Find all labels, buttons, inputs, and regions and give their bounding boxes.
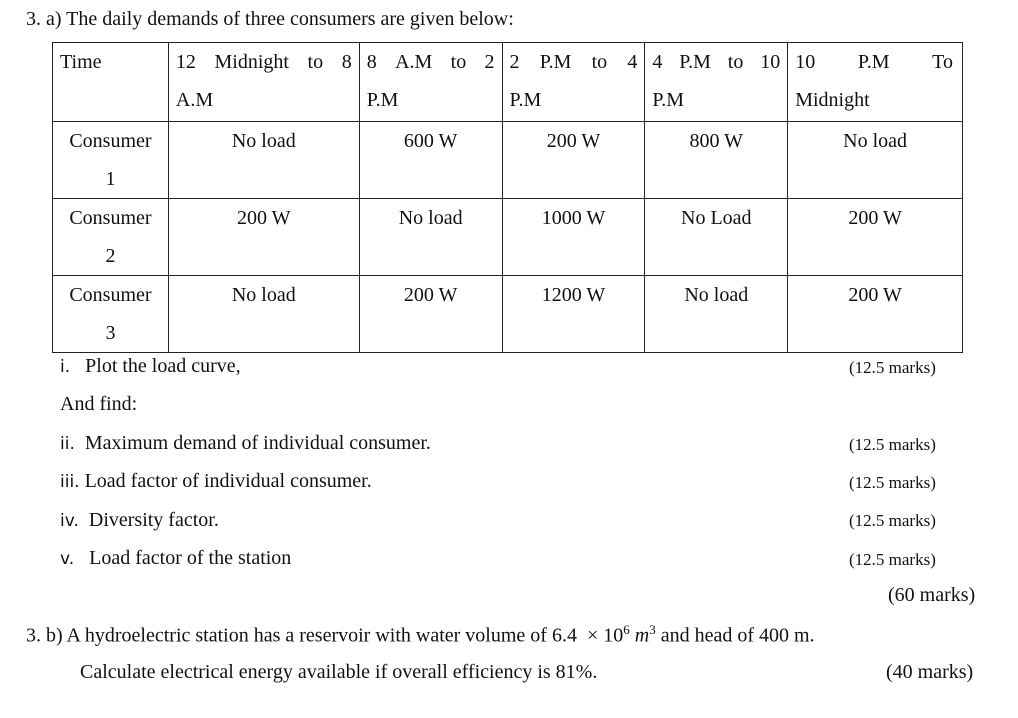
table-cell: 200 W <box>788 276 963 353</box>
table-cell: No load <box>645 276 788 353</box>
question-3a-heading: 3. a) The daily demands of three consumers are given below: <box>26 8 514 30</box>
item-ii-marks: (12.5 marks) <box>849 435 936 454</box>
period-header-3: 2 P.M to 4 P.M <box>502 43 645 122</box>
table-cell: 200 W <box>359 276 502 353</box>
item-iv: iv. Diversity factor. <box>60 509 219 531</box>
table-header-row <box>53 43 963 122</box>
table-cell: No Load <box>645 199 788 276</box>
period-header-4: 4 P.M to 10 P.M <box>645 43 788 122</box>
item-i: i. Plot the load curve, <box>60 355 241 377</box>
question-3b-line1: 3. b) A hydroelectric station has a reservoir with water volume of $6.4 \times 10^6$ $m^3$ and head of 400 m. <box>26 622 815 647</box>
table-cell: 1200 W <box>502 276 645 353</box>
daily-demand-table <box>52 42 963 353</box>
consumer-label: Consumer 1 <box>53 122 169 199</box>
table-cell: No load <box>168 276 359 353</box>
period-header-1: 12 Midnight to 8 A.M <box>168 43 359 122</box>
table-cell: 800 W <box>645 122 788 199</box>
table-row <box>53 276 963 353</box>
item-ii: ii. Maximum demand of individual consumer. <box>60 432 431 454</box>
table-cell: 200 W <box>788 199 963 276</box>
period-header-5: 10 P.M To Midnight <box>788 43 963 122</box>
and-find-text: And find: <box>60 393 138 415</box>
item-iv-marks: (12.5 marks) <box>849 511 936 530</box>
table-cell: No load <box>788 122 963 199</box>
table-row <box>53 199 963 276</box>
item-v: v. Load factor of the station <box>60 547 292 569</box>
time-header: Time <box>53 43 169 122</box>
item-iii-marks: (12.5 marks) <box>849 473 936 492</box>
table-cell: 1000 W <box>502 199 645 276</box>
table-row <box>53 122 963 199</box>
table-cell: 200 W <box>502 122 645 199</box>
table-cell: No load <box>168 122 359 199</box>
q3a-total-marks: (60 marks) <box>888 584 976 606</box>
consumer-label: Consumer 3 <box>53 276 169 353</box>
table-cell: 600 W <box>359 122 502 199</box>
item-v-marks: (12.5 marks) <box>849 550 936 569</box>
table-cell: 200 W <box>168 199 359 276</box>
item-i-marks: (12.5 marks) <box>849 358 936 377</box>
consumer-label: Consumer 2 <box>53 199 169 276</box>
question-3b-line2: Calculate electrical energy available if overall efficiency is 81%. <box>80 661 598 683</box>
period-header-2: 8 A.M to 2 P.M <box>359 43 502 122</box>
q3b-marks: (40 marks) <box>886 661 974 683</box>
table-cell: No load <box>359 199 502 276</box>
item-iii: iii. Load factor of individual consumer. <box>60 470 372 492</box>
